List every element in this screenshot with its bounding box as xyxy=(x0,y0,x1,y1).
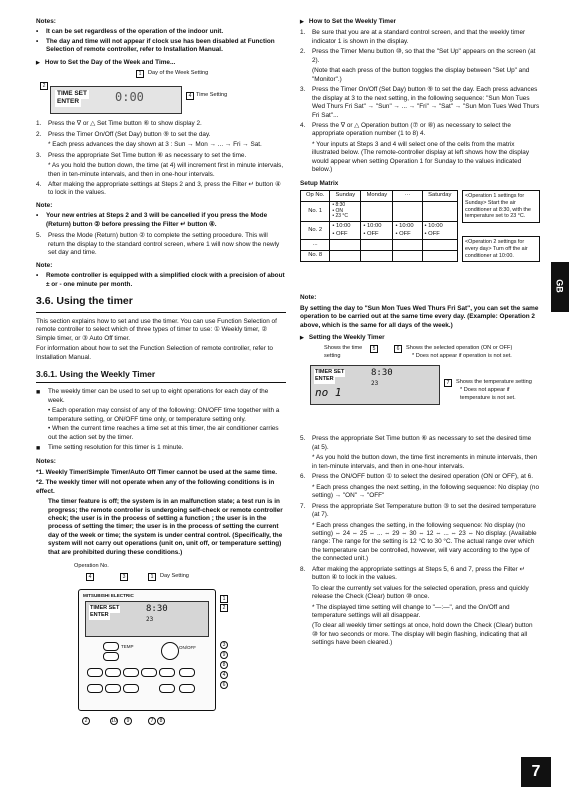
lcd-enter: ENTER xyxy=(57,98,80,106)
step: 3. Press the appropriate Set Time button ⑥ as necessary to set the time. xyxy=(36,151,247,159)
callout-number: 2 xyxy=(40,82,48,90)
table-header: Sunday xyxy=(330,191,361,202)
step: 4. Press the ∇ or △ Operation button (⑦ or ⑧) as necessary to select the appropriate operation number (1 to 8) 4. xyxy=(300,121,511,138)
louver-button[interactable] xyxy=(141,668,157,677)
step: 6. Press the ON/OFF button ① to select the desired operation (ON or OFF), at 6. xyxy=(300,473,533,481)
timer-note-2: *2. The weekly timer will not operate when any of the following conditions is in effect. xyxy=(36,479,275,495)
step-note: * Each press changes the next setting, in the following sequence: No display (no setting) → "ON" → "OFF" xyxy=(312,483,540,500)
timer-note-2-body: The timer feature is off; the system is in an malfunction state; a test run is in progress; the remote controller is undergoing self-check or remote controller check; the user is in the process of setting a function ; the user is in the process of setting the timer; the user is in the process of setting the current day of the week or time; the system is under central control. (Specifically, the system will not carry out operations (unit on, unit off, or temperature setting) that are prohibited during these conditions.) xyxy=(48,498,283,556)
language-tab: GB xyxy=(551,262,569,312)
lcd-temp: 23 xyxy=(146,616,154,624)
brand-logo: MITSUBISHI ELECTRIC xyxy=(83,593,134,599)
vane-button[interactable] xyxy=(123,668,139,677)
diagram-lcd xyxy=(50,86,182,114)
filter-button[interactable] xyxy=(159,668,175,677)
callout-number: 8 xyxy=(220,661,228,669)
timer-menu-button[interactable] xyxy=(87,684,103,693)
callout-number: 2 xyxy=(220,604,228,612)
step-note: * As you hold the button down, the time (at 4) will increment first in minute intervals, then in ten-minute intervals, and then in one-hour intervals. xyxy=(48,162,284,178)
section-3-6-title: 3.6. Using the timer xyxy=(36,294,133,307)
table-header: ··· xyxy=(393,191,422,202)
step: 3. Press the Timer On/Off (Set Day) button ⑨ to set the day. Each press advances the display at 3 to the next setting, in the following sequence: "Sun Mon Tues Wed Thurs Fri Sat" → "Sun" → ... → "Fri" → "Sat" → "Sun Mon Tues Wed Thurs Fri Sat"... xyxy=(300,86,540,119)
step-note: * Each press advances the day shown at 3 : Sun → Mon → ... → Fri → Sat. xyxy=(48,141,262,149)
lcd-clock: 8:30 xyxy=(146,604,168,615)
callout-number: 9 xyxy=(220,651,228,659)
temp-up-button[interactable] xyxy=(103,642,119,651)
right-column xyxy=(300,18,540,650)
remote-controller-diagram xyxy=(36,563,286,733)
timer-on-off-button[interactable] xyxy=(105,684,121,693)
callout-number: 1 xyxy=(220,595,228,603)
callout-number: 10 xyxy=(111,718,117,725)
callout-number: 6 xyxy=(394,345,402,353)
callout-number: 7 xyxy=(148,717,156,725)
callout-number: 1 xyxy=(148,573,156,581)
table-header: Monday xyxy=(361,191,393,202)
controller-body xyxy=(78,589,216,711)
operation-no-label: Operation No. xyxy=(74,563,109,570)
callout-number: 3 xyxy=(120,573,128,581)
callout-number: 6 xyxy=(220,681,228,689)
day-of-week-label: Day of the Week Setting xyxy=(148,70,209,77)
heading-how-to-set-weekly: ▶ How to Set the Weekly Timer xyxy=(300,18,540,26)
weekly-item: ■ Time setting resolution for this timer is 1 minute. xyxy=(36,444,184,453)
time-setting-label: Time Setting xyxy=(196,92,228,99)
step-note: To clear the currently set values for the selected operation, press and quickly release the Check (Clear) button ⑩ once. xyxy=(312,584,529,601)
lcd-operation-no: no 1 xyxy=(315,386,342,400)
set-time-button[interactable] xyxy=(123,684,139,693)
note-item: • The day and time will not appear if clock use has been disabled at Function Selection of remote controller, refer to Installation Manual. xyxy=(36,37,275,54)
heading-setting-weekly-timer: ▶ Setting the Weekly Timer xyxy=(300,334,540,342)
left-column xyxy=(36,18,286,733)
note-item: • It can be set regardless of the operation of the indoor unit. xyxy=(36,28,224,36)
day-time-diagram xyxy=(36,70,286,116)
notes-title: Notes: xyxy=(36,18,56,25)
divider xyxy=(36,312,286,313)
callout-number: 9 xyxy=(124,717,132,725)
callout-number: 4 xyxy=(86,573,94,581)
step: 2. Press the Timer On/Off (Set Day) button ⑨ to set the day. xyxy=(36,130,211,138)
callout-number: 2 xyxy=(82,717,90,725)
step-note: * As you hold the button down, the time first increments in minute intervals, then in ten-minute intervals, and then in one-hour intervals. xyxy=(312,454,538,470)
callout-number: 5 xyxy=(370,345,378,353)
callout-number: 8 xyxy=(157,717,165,725)
weekly-timer-display-diagram xyxy=(300,345,540,435)
step: 5. Press the Mode (Return) button ② to complete the setting procedure. This will return the display to the standard control screen, where 1 will now show the newly set day and time. xyxy=(36,232,280,257)
on-off-button[interactable] xyxy=(161,642,179,660)
setup-matrix xyxy=(300,190,540,294)
step: 1. Press the ∇ or △ Set Time button ⑥ to show display 2. xyxy=(36,120,202,128)
note-item: • Remote controller is equipped with a simplified clock with a precision of about ± or - one minute per month. xyxy=(36,272,285,288)
divider xyxy=(36,382,286,383)
temperature-label: Shows the temperature setting xyxy=(456,379,532,386)
weekly-item: ■ The weekly timer can be used to set up to eight operations for each day of the week. xyxy=(36,388,269,404)
operation-label-note: * Does not appear if operation is not set. xyxy=(412,353,512,360)
lcd-enter: ENTER xyxy=(90,612,109,619)
fan-button[interactable] xyxy=(105,668,121,677)
weekly-sub: • When the current time reaches a time set at this timer, the air conditioner carries out the action set by the timer. xyxy=(48,425,279,441)
lcd-time-set: TIME SET xyxy=(57,90,87,98)
table-row: ... xyxy=(301,240,458,251)
controller-lcd xyxy=(85,601,209,637)
callout-number: 3 xyxy=(220,641,228,649)
heading-set-day-time: ▶ How to Set the Day of the Week and Time... xyxy=(36,59,286,67)
table-row: No. 1 • 8:30 • ON • 23 °C xyxy=(301,201,458,221)
day-setting-label: Day Setting xyxy=(160,573,189,580)
time-setting-label: Shows the time setting xyxy=(324,345,363,359)
notes-title: Notes: xyxy=(36,458,56,466)
callout-operation-1: <Operation 1 settings for Sunday> Start the air conditioner at 8:30, with the temperature set to 23 °C. xyxy=(462,190,540,223)
callout-number: 4 xyxy=(186,92,194,100)
page-number: 7 xyxy=(521,757,551,787)
note-title: Note: xyxy=(36,261,53,269)
on-off-label: ON/OFF xyxy=(179,645,196,651)
lcd-timer-set: TIMER SET xyxy=(90,605,120,612)
table-row: No. 2 • 10:00 • OFF • 10:00 • OFF • 10:00 • OFF • 10:00 • OFF xyxy=(301,222,458,240)
setup-matrix-table xyxy=(300,190,458,261)
timer-note-1: *1. Weekly Timer/Simple Timer/Auto Off Timer cannot be used at the same time. xyxy=(36,468,278,476)
step: 2. Press the Timer Menu button ⑩, so that the "Set Up" appears on the screen (at 2). xyxy=(300,48,536,64)
temp-label: TEMP xyxy=(121,644,134,650)
step-note: * Each press changes the setting, in the following sequence: No display (no setting) ⇔ 24 ⇔ 25 ⇔ ... ⇔ 29 ⇔ 30 ⇔ 12 ⇔ ... ⇔ 23 ⇔ No display. (Available range: The range for the setting is 12 °C to 30 °C. The actual range over which the temperature can be controlled, however, will vary according to the type of the connected unit.) xyxy=(312,521,537,563)
lcd-timer-set: TIMER SET xyxy=(315,369,345,376)
temperature-label-note: * Does not appear if temperature is not set. xyxy=(460,387,516,401)
setup-matrix-title: Setup Matrix xyxy=(300,179,339,187)
table-header: Saturday xyxy=(422,191,457,202)
check-button[interactable] xyxy=(179,668,195,677)
operation-up-button[interactable] xyxy=(159,684,175,693)
lcd-enter: ENTER xyxy=(315,376,334,383)
step-note: * Your inputs at Steps 3 and 4 will select one of the cells from the matrix illustrated below. (The remote-controller display at left shows how the display would appear when setting Operation 1 for Sunday to the values indicated below.) xyxy=(312,140,530,174)
lcd-temp: 23 xyxy=(371,380,379,388)
note-title: Note: xyxy=(36,201,53,209)
lcd-digits: 0:00 xyxy=(115,90,144,105)
callout-number: 4 xyxy=(220,671,228,679)
step: 8. After making the appropriate settings at Steps 5, 6 and 7, press the Filter ↵ button ④ to lock in the values. xyxy=(300,565,525,582)
note-item: • Your new entries at Steps 2 and 3 will be cancelled if you press the Mode (Return) button ② before pressing the Filter ↵ button ④. xyxy=(36,212,268,228)
table-row: No. 8 xyxy=(301,250,458,261)
temp-down-button[interactable] xyxy=(103,652,119,661)
callout-number: 1 xyxy=(136,70,144,78)
step: 7. Press the appropriate Set Temperature button ③ to set the desired temperature (at 7). xyxy=(300,502,537,519)
mode-button[interactable] xyxy=(87,668,103,677)
step-note: (Note that each press of the button toggles the display between "Set Up" and "Monitor".) xyxy=(312,67,530,83)
matrix-note: By setting the day to "Sun Mon Tues Wed Thurs Fri Sat", you can set the same operation to be carried out at the same time every day. (Example: Operation 2 above, which is the same for all days of the week.) xyxy=(300,304,539,329)
section-intro-2: For information about how to set the Function Selection of remote controller, refer to Installation Manual. xyxy=(36,345,273,361)
step: 1. Be sure that you are at a standard control screen, and that the weekly timer indicator 1 is shown in the display. xyxy=(300,29,526,45)
callout-operation-2: <Operation 2 settings for every day> Turn off the air conditioner at 10:00. xyxy=(462,236,540,262)
section-intro: This section explains how to set and use the timer. You can use Function Selection of remote controller to select which of three types of timer to use: ① Weekly timer, ② Simple timer, or ③ Auto Off timer. xyxy=(36,317,277,342)
weekly-timer-lcd xyxy=(310,365,440,405)
lcd-clock: 8:30 xyxy=(371,368,393,379)
step-note: * The displayed time setting will change to "—:—", and the On/Off and temperature settings will all disappear. xyxy=(312,603,510,620)
weekly-sub: • Each operation may consist of any of the following: ON/OFF time together with a temperature setting, or ON/OFF time only, or temperature setting only. xyxy=(48,407,280,423)
note-title: Note: xyxy=(300,294,317,302)
callout-number: 7 xyxy=(444,379,452,387)
step-note: (To clear all weekly timer settings at once, hold down the Check (Clear) button ⑩ for two seconds or more. The display will begin flashing, indicating that all settings have been cleared.) xyxy=(312,622,533,647)
step: 5. Press the appropriate Set Time button ⑥ as necessary to set the desired time (at 5). xyxy=(300,435,532,451)
step: 4. After making the appropriate settings at Steps 2 and 3, press the Filter ↵ button ④ to lock in the values. xyxy=(36,180,281,197)
operation-down-button[interactable] xyxy=(179,684,195,693)
section-3-6-1-title: 3.6.1. Using the Weekly Timer xyxy=(36,369,156,380)
table-header: Op No. xyxy=(301,191,330,202)
operation-label: Shows the selected operation (ON or OFF) xyxy=(406,345,513,352)
